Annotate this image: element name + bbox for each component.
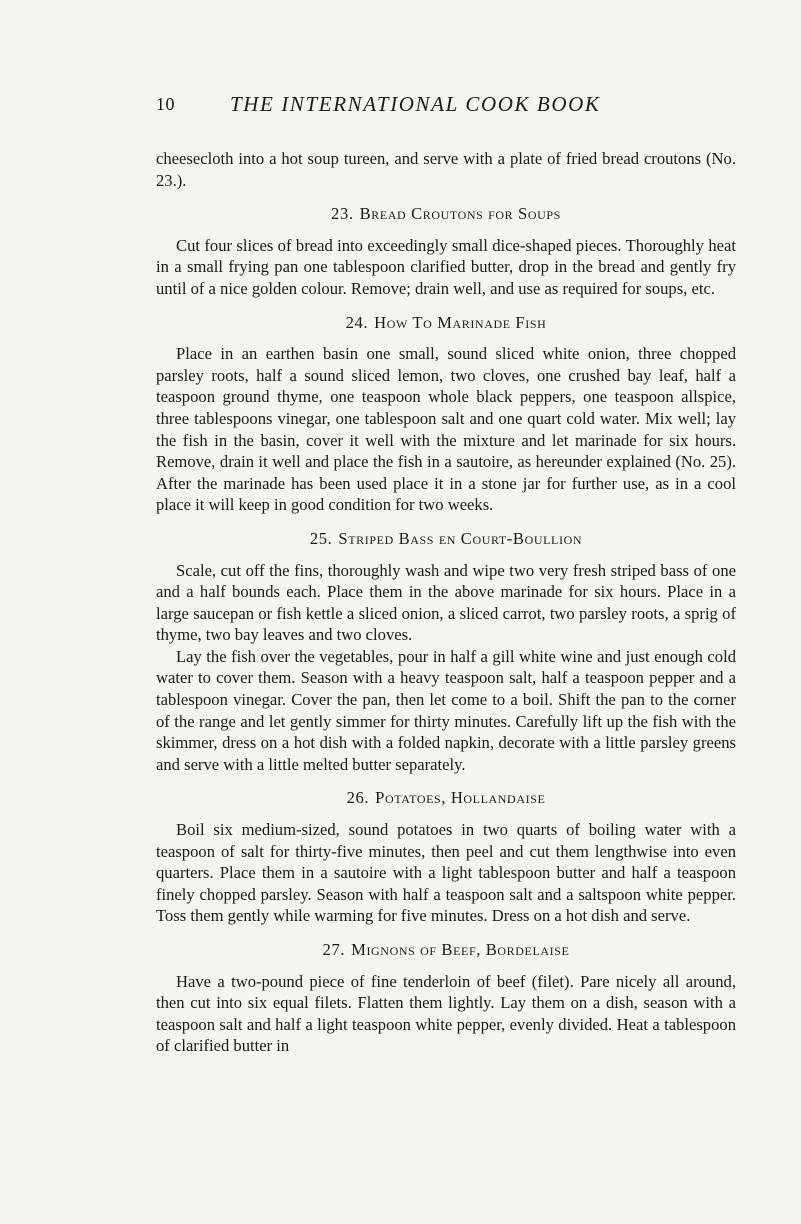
recipe-title-text: Striped Bass en Court-Boullion: [338, 528, 583, 548]
recipe-number: 25.: [309, 528, 333, 548]
recipe-number: 27.: [322, 940, 346, 959]
recipe-title: [156, 528, 736, 550]
recipe-number: 23.: [331, 204, 354, 224]
page-header: [156, 94, 736, 118]
recipe-paragraph: Boil six medium-sized, sound potatoes in two quarts of boiling water with a teaspoon of salt for thirty-five minutes, then peel and cut them lengthwise into even quarters. Place them in a sautoire with a light tablespoon butter and half a teaspoon finely chopped parsley. Season with half a teaspoon salt and a saltspoon white pepper. Toss them gently while warming for five minutes. Dress on a hot dish and serve.: [156, 820, 736, 926]
recipe-title: [156, 939, 736, 961]
recipe-title-text: Bread Croutons for Soups: [359, 204, 561, 224]
recipe-title: [156, 203, 736, 225]
recipe-paragraph: Lay the fish over the vegetables, pour in half a gill white wine and just enough cold water to cover them. Season with a heavy teaspoon salt, half a teaspoon pepper and a tablespoon vinegar. Cover the pan, then let come to a boil. Shift the pan to the corner of the range and let gently simmer for thirty minutes. Carefully lift up the fish with the skimmer, dress on a hot dish with a folded napkin, decorate with a little parsley greens and serve with a little melted butter separately.: [156, 646, 736, 774]
page-number: 10: [156, 94, 175, 114]
recipe-27: [156, 939, 736, 1057]
recipe-number: 24.: [345, 312, 369, 332]
recipe-23: [156, 203, 736, 299]
recipe-title-text: How To Marinade Fish: [374, 312, 547, 332]
recipe-title-text: Mignons of Beef, Bordelaise: [351, 940, 570, 959]
recipe-paragraph: Cut four slices of bread into exceedingly small dice-shaped pieces. Thoroughly heat in a small frying pan one tablespoon clarified butter, drop in the bread and gently fry until of a nice golden colour. Remove; drain well, and use as required for soups, etc.: [156, 235, 736, 298]
continued-paragraph: cheesecloth into a hot soup tureen, and serve with a plate of fried bread croutons (No. 23.).: [156, 149, 736, 190]
page-body: [156, 148, 736, 1057]
recipe-title-text: Potatoes, Hollandaise: [375, 788, 546, 808]
recipe-paragraph: Place in an earthen basin one small, sound sliced white onion, three chopped parsley roots, half a sound sliced lemon, two cloves, one crushed bay leaf, half a teaspoon ground thyme, one teaspoon whole black peppers, one teaspoon allspice, three tablespoons vinegar, one tablespoon salt and one quart cold water. Mix well; lay the fish in the basin, cover it well with the mixture and let marinade for six hours. Remove, drain it well and place the fish in a sautoire, as hereunder explained (No. 25). After the marinade has been used place it in a stone jar for further use, as in a cool place it will keep in good condition for two weeks.: [156, 344, 736, 515]
recipe-paragraph: Have a two-pound piece of fine tenderloin of beef (filet). Pare nicely all around, then cut into six equal filets. Flatten them lightly. Lay them on a dish, season with a teaspoon salt and half a light teaspoon white pepper, evenly divided. Heat a tablespoon of clarified butter in: [156, 971, 736, 1056]
recipe-title: [156, 787, 736, 809]
recipe-paragraph: Scale, cut off the fins, thoroughly wash and wipe two very fresh striped bass of one and a half bounds each. Place them in the above marinade for six hours. Place in a large saucepan or fish kettle a sliced onion, a sliced carrot, two parsley roots, a sprig of thyme, two bay leaves and two cloves.: [156, 560, 736, 645]
running-head: THE INTERNATIONAL COOK BOOK: [230, 92, 601, 116]
recipe-26: [156, 787, 736, 927]
recipe-24: [156, 312, 736, 516]
recipe-title: [156, 312, 736, 334]
recipe-number: 26.: [346, 788, 370, 808]
recipe-25: [156, 528, 736, 776]
